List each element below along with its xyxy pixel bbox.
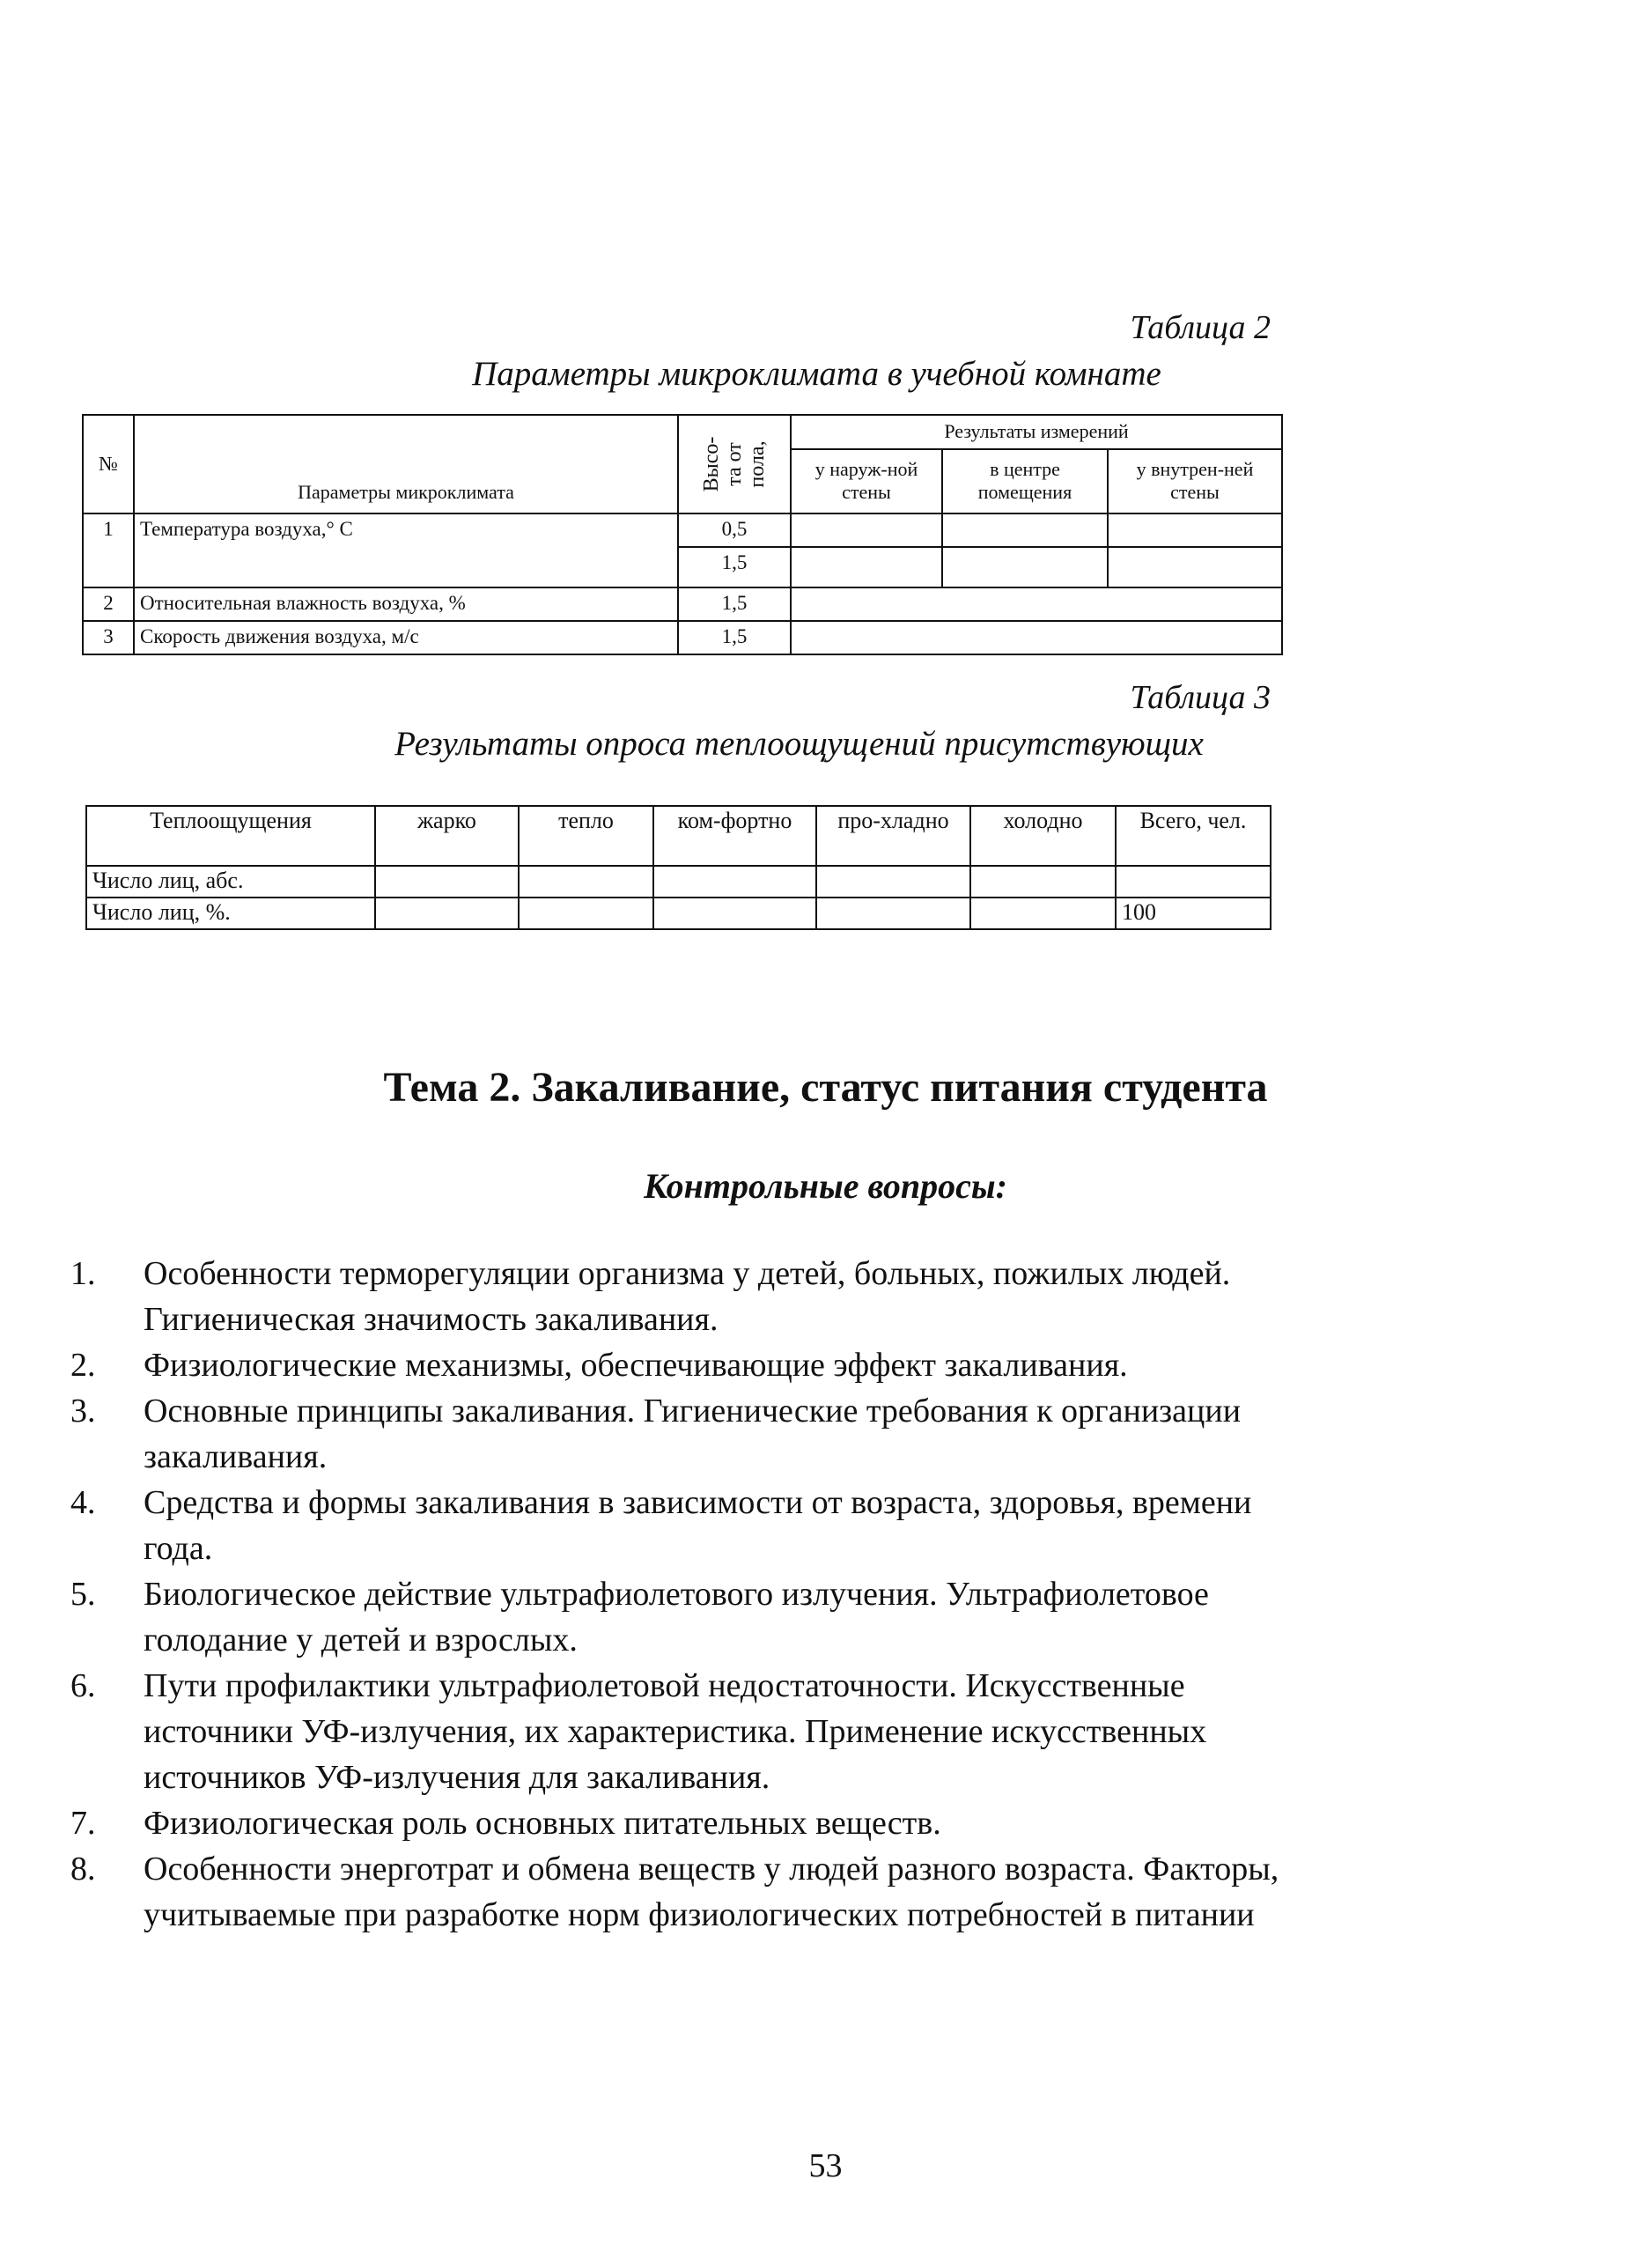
list-item	[70, 1663, 1286, 1800]
header-total: Всего, чел.	[1116, 806, 1271, 866]
cell-empty	[653, 898, 816, 929]
item-text: Особенности энерготрат и обмена веществ у людей разного возраста. Факторы, учитываемые при разработке норм физиологических потребностей в питании	[144, 1851, 1279, 1933]
cell-empty	[519, 866, 653, 898]
questions-subtitle: Контрольные вопросы:	[644, 1166, 1007, 1206]
header-sensation: Теплоощущения	[86, 806, 375, 866]
cell-empty	[970, 866, 1116, 898]
cell-empty	[942, 547, 1108, 587]
cell-empty	[375, 866, 519, 898]
cell-empty	[942, 513, 1108, 547]
row-height: 1,5	[678, 621, 791, 654]
table2-label: Таблица 2	[1130, 309, 1271, 346]
cell-empty	[970, 898, 1116, 929]
item-number: 7.	[70, 1805, 96, 1842]
item-number: 8.	[70, 1851, 96, 1888]
header-center: в центре помещения	[942, 449, 1108, 513]
row-param: Температура воздуха,° С	[134, 513, 678, 587]
row-label: Число лиц, абс.	[86, 866, 375, 898]
cell-empty	[791, 621, 1282, 654]
header-outer-wall: у наруж-ной стены	[791, 449, 942, 513]
list-item	[70, 1571, 1286, 1663]
cell-empty	[816, 898, 970, 929]
cell-empty	[653, 866, 816, 898]
list-item	[70, 1251, 1286, 1342]
item-text: Средства и формы закаливания в зависимости от возраста, здоровья, времени года.	[144, 1484, 1252, 1567]
item-number: 2.	[70, 1347, 96, 1384]
row-no: 2	[83, 587, 134, 621]
table3-title: Результаты опроса теплоощущений присутствующих	[394, 725, 1204, 763]
theme-title: Тема 2. Закаливание, статус питания студента	[383, 1064, 1268, 1111]
header-no: №	[83, 415, 134, 513]
header-hot: жарко	[375, 806, 519, 866]
list-item	[70, 1480, 1286, 1571]
list-item	[70, 1800, 1286, 1846]
row-total: 100	[1116, 898, 1271, 929]
row-total	[1116, 866, 1271, 898]
cell-empty	[816, 866, 970, 898]
item-text: Физиологическая роль основных питательных веществ.	[144, 1805, 941, 1842]
table3-label: Таблица 3	[1130, 679, 1271, 716]
cell-empty	[519, 898, 653, 929]
cell-empty	[791, 547, 942, 587]
header-params: Параметры микроклимата	[134, 415, 678, 513]
row-height: 0,5	[678, 513, 791, 547]
cell-empty	[375, 898, 519, 929]
header-inner-wall: у внутрен-ней стены	[1108, 449, 1282, 513]
microclimate-table	[82, 414, 1283, 655]
item-text: Физиологические механизмы, обеспечивающие эффект закаливания.	[144, 1347, 1128, 1384]
cell-empty	[1108, 547, 1282, 587]
row-no: 1	[83, 513, 134, 587]
thermal-sensation-table	[85, 805, 1271, 930]
header-cold: холодно	[970, 806, 1116, 866]
row-param: Относительная влажность воздуха, %	[134, 587, 678, 621]
table-row	[86, 898, 1271, 929]
item-text: Особенности терморегуляции организма у детей, больных, пожилых людей. Гигиеническая значимость закаливания.	[144, 1255, 1231, 1338]
item-number: 5.	[70, 1576, 96, 1613]
table-row	[83, 587, 1282, 621]
header-warm: тепло	[519, 806, 653, 866]
header-results: Результаты измерений	[791, 415, 1282, 449]
cell-empty	[791, 513, 942, 547]
item-text: Основные принципы закаливания. Гигиенические требования к организации закаливания.	[144, 1393, 1242, 1475]
cell-empty	[791, 587, 1282, 621]
table-row	[83, 621, 1282, 654]
item-number: 1.	[70, 1255, 96, 1292]
row-height: 1,5	[678, 587, 791, 621]
item-number: 4.	[70, 1484, 96, 1521]
list-item	[70, 1846, 1286, 1938]
item-text: Пути профилактики ультрафиолетовой недостаточности. Искусственные источники УФ-излучения, их характеристика. Применение искусственных источников УФ-излучения для закаливания.	[144, 1667, 1207, 1796]
table-header-row	[86, 806, 1271, 866]
row-param: Скорость движения воздуха, м/с	[134, 621, 678, 654]
table2-title: Параметры микроклимата в учебной комнате	[472, 355, 1161, 393]
header-height: Высо- та от пола,	[678, 415, 791, 513]
table-row	[83, 513, 1282, 547]
list-item	[70, 1342, 1286, 1388]
header-cool: про-хладно	[816, 806, 970, 866]
item-number: 3.	[70, 1393, 96, 1430]
cell-empty	[1108, 513, 1282, 547]
table-row	[86, 866, 1271, 898]
row-no: 3	[83, 621, 134, 654]
row-label: Число лиц, %.	[86, 898, 375, 929]
page-number: 53	[808, 2147, 843, 2184]
list-item	[70, 1388, 1286, 1480]
item-number: 6.	[70, 1667, 96, 1704]
row-height: 1,5	[678, 547, 791, 587]
item-text: Биологическое действие ультрафиолетового излучения. Ультрафиолетовое голодание у детей и взрослых.	[144, 1576, 1209, 1659]
header-comfortable: ком-фортно	[653, 806, 816, 866]
question-list	[70, 1251, 1286, 1938]
